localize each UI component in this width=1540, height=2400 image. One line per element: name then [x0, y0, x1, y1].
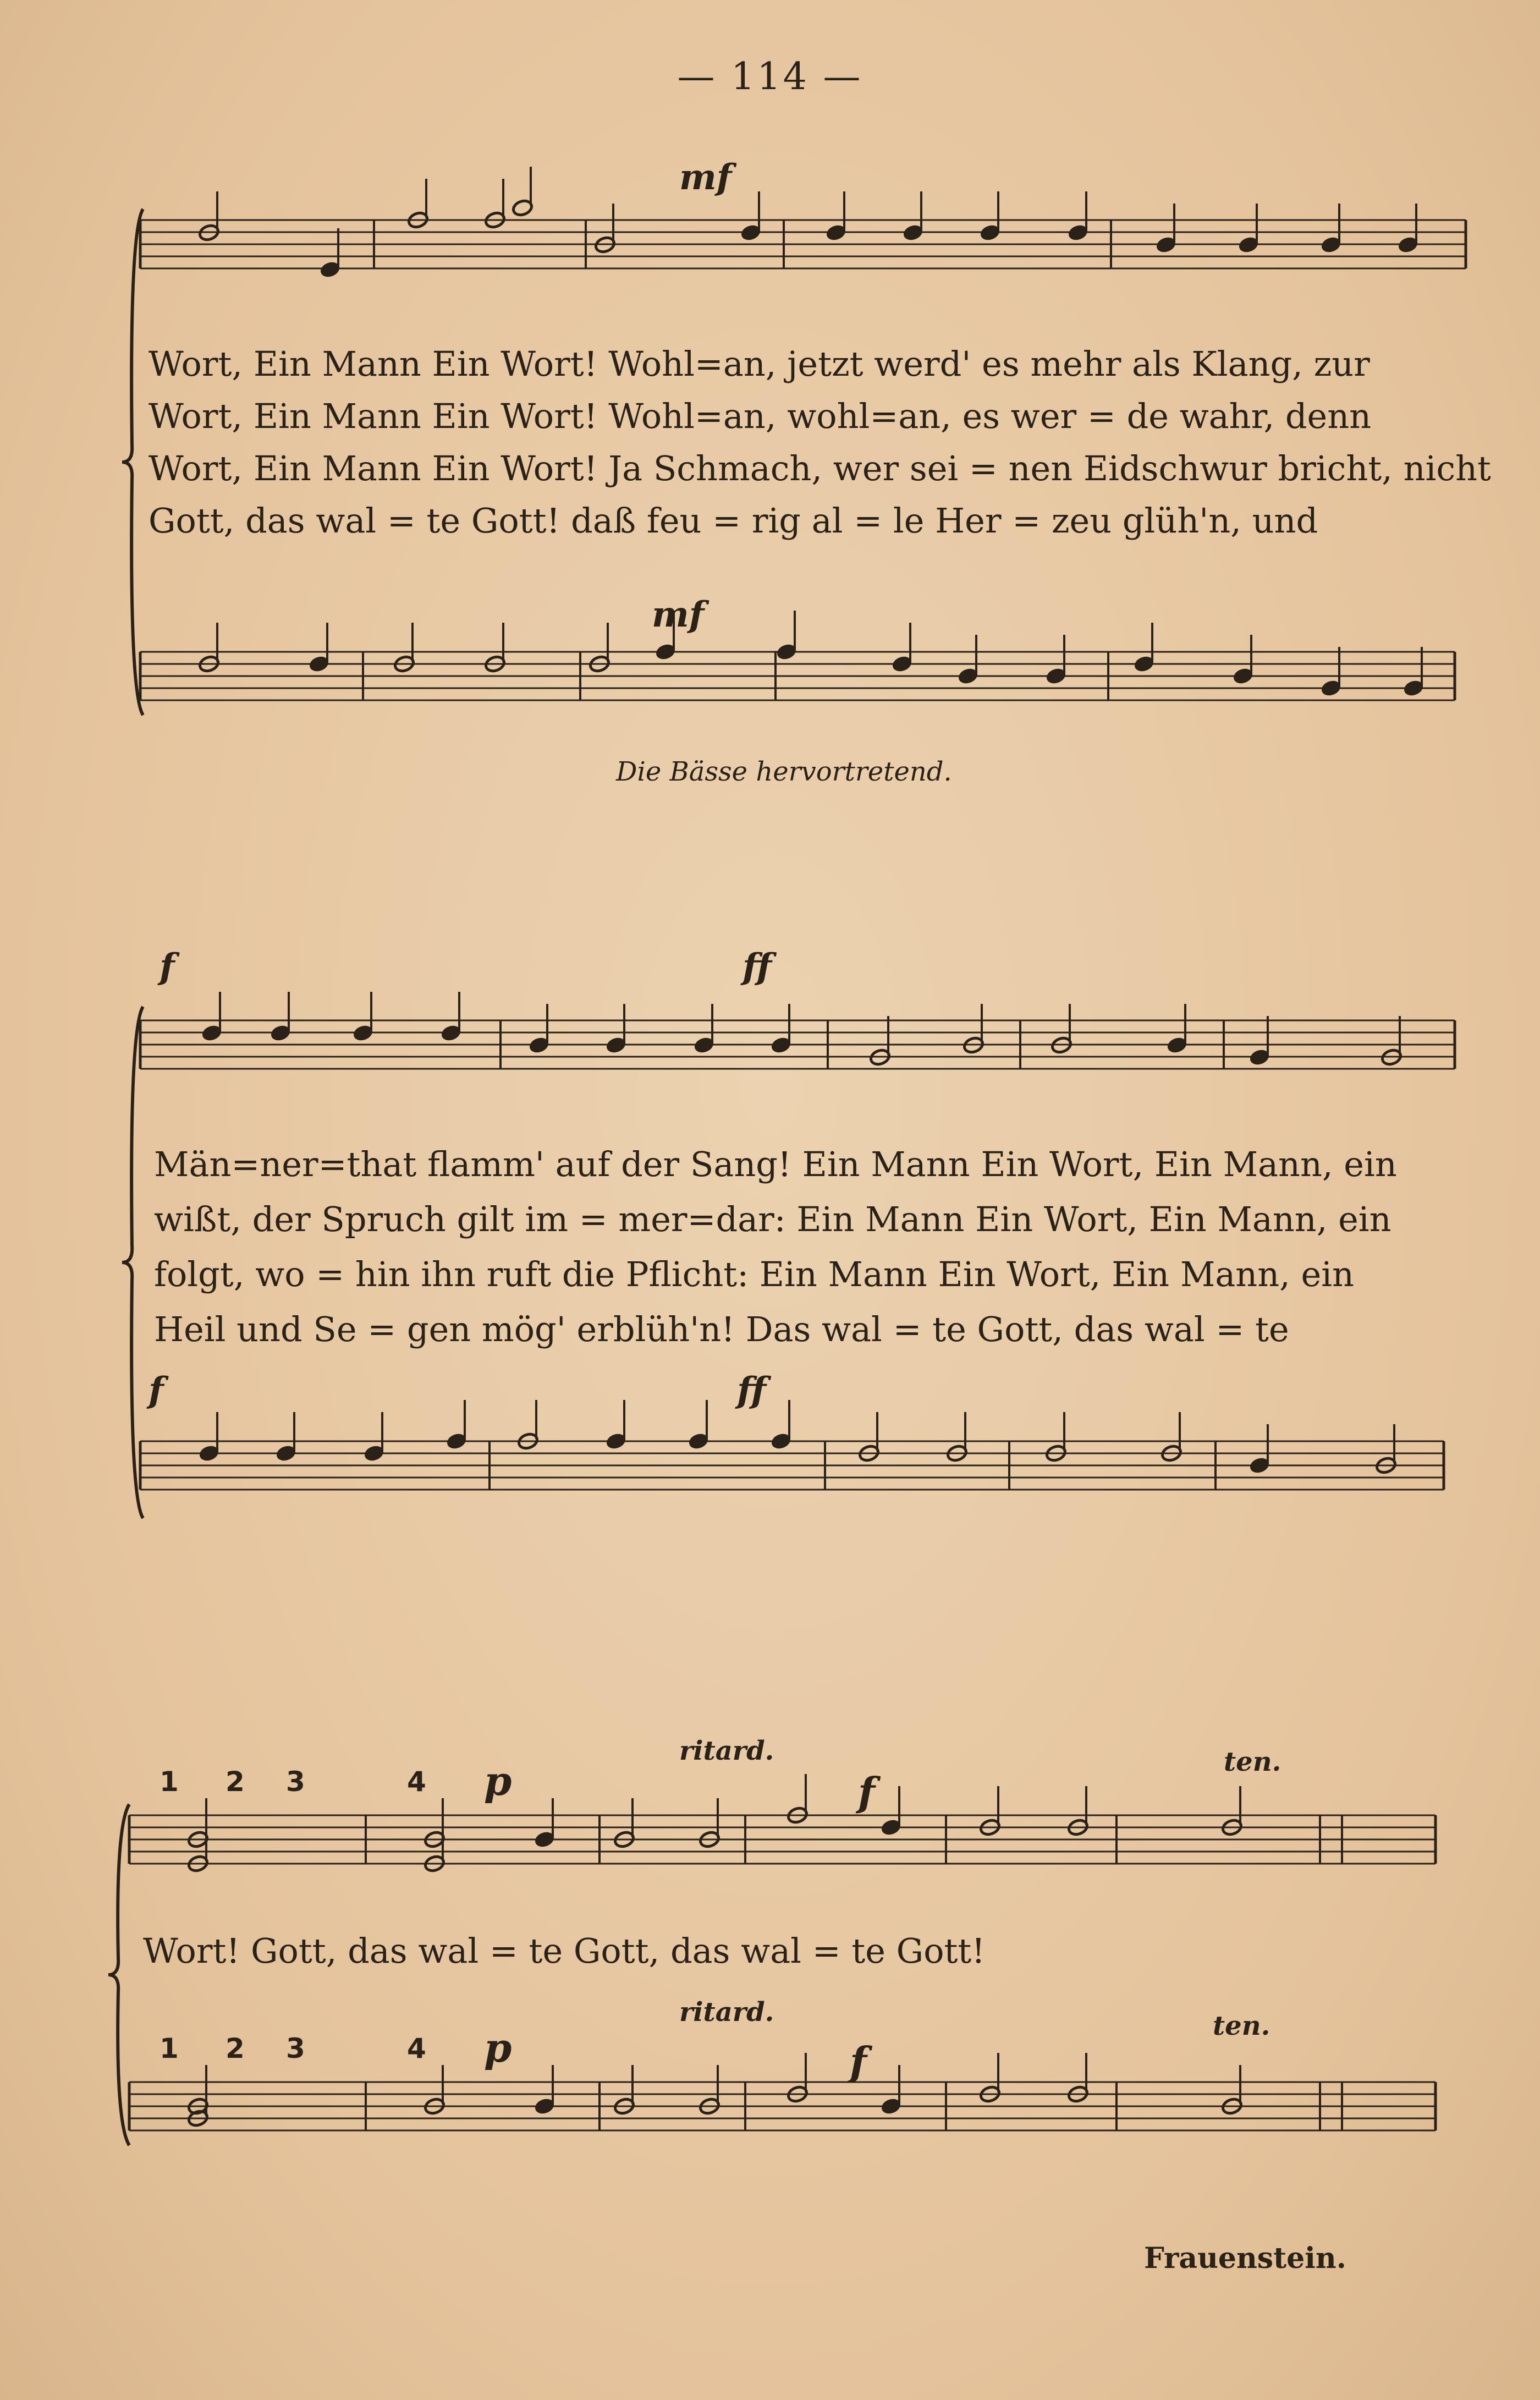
ritard-upper: ritard.	[679, 1736, 774, 1766]
lyric-line-7: folgt, wo = hin ihn ruft die Pflicht: Ein Mann Ein Wort, Ein Mann, ein	[154, 1254, 1354, 1294]
tenuto-upper: ten.	[1224, 1747, 1282, 1777]
performance-direction: Die Bässe hervortretend.	[616, 756, 952, 787]
volta-4-lower: 4	[407, 2033, 426, 2064]
dynamic-p-upper: p	[484, 1758, 512, 1804]
lyric-line-8: Heil und Se = gen mög' erblüh'n! Das wal = te Gott, das wal = te	[154, 1309, 1289, 1349]
tenuto-lower: ten.	[1213, 2011, 1270, 2041]
volta-1-lower: 1	[160, 2033, 179, 2064]
volta-3-upper: 3	[286, 1766, 305, 1798]
lyric-line-9: Wort! Gott, das wal = te Gott, das wal = te Gott!	[143, 1931, 986, 1971]
volta-2-lower: 2	[226, 2033, 245, 2064]
volta-4-upper: 4	[407, 1766, 426, 1798]
lyric-line-1: Wort, Ein Mann Ein Wort! Wohl=an, jetzt werd' es mehr als Klang, zur	[148, 344, 1370, 384]
volta-3-lower: 3	[286, 2033, 305, 2064]
lyric-line-6: wißt, der Spruch gilt im = mer=dar: Ein Mann Ein Wort, Ein Mann, ein	[154, 1199, 1392, 1239]
dynamic-f-lower-3: f	[850, 2038, 867, 2085]
dynamic-f-upper-3: f	[858, 1769, 875, 1815]
dynamic-ff-lower: ff	[737, 1370, 766, 1411]
system-brace-3	[108, 1804, 129, 2145]
dynamic-mf-lower: mf	[652, 594, 705, 635]
page-number: — 114 —	[677, 55, 863, 98]
volta-1-upper: 1	[160, 1766, 179, 1798]
lyric-line-2: Wort, Ein Mann Ein Wort! Wohl=an, wohl=an, es wer = de wahr, denn	[148, 396, 1372, 436]
ritard-lower: ritard.	[679, 1997, 774, 2028]
dynamic-mf-upper: mf	[679, 157, 732, 198]
dynamic-f-lower: f	[148, 1370, 164, 1411]
dynamic-f-upper: f	[160, 946, 175, 987]
lyric-line-4: Gott, das wal = te Gott! daß feu = rig al = le Her = zeu glüh'n, und	[148, 501, 1318, 541]
lyric-line-5: Män=ner=that flamm' auf der Sang! Ein Mann Ein Wort, Ein Mann, ein	[154, 1144, 1397, 1184]
dynamic-ff-upper: ff	[743, 946, 772, 987]
composer-name: Frauenstein.	[1144, 2242, 1346, 2275]
lyric-line-3: Wort, Ein Mann Ein Wort! Ja Schmach, wer sei = nen Eidschwur bricht, nicht	[148, 448, 1491, 488]
system-brace-1	[122, 209, 143, 715]
dynamic-p-lower: p	[484, 2024, 512, 2071]
volta-2-upper: 2	[226, 1766, 245, 1798]
